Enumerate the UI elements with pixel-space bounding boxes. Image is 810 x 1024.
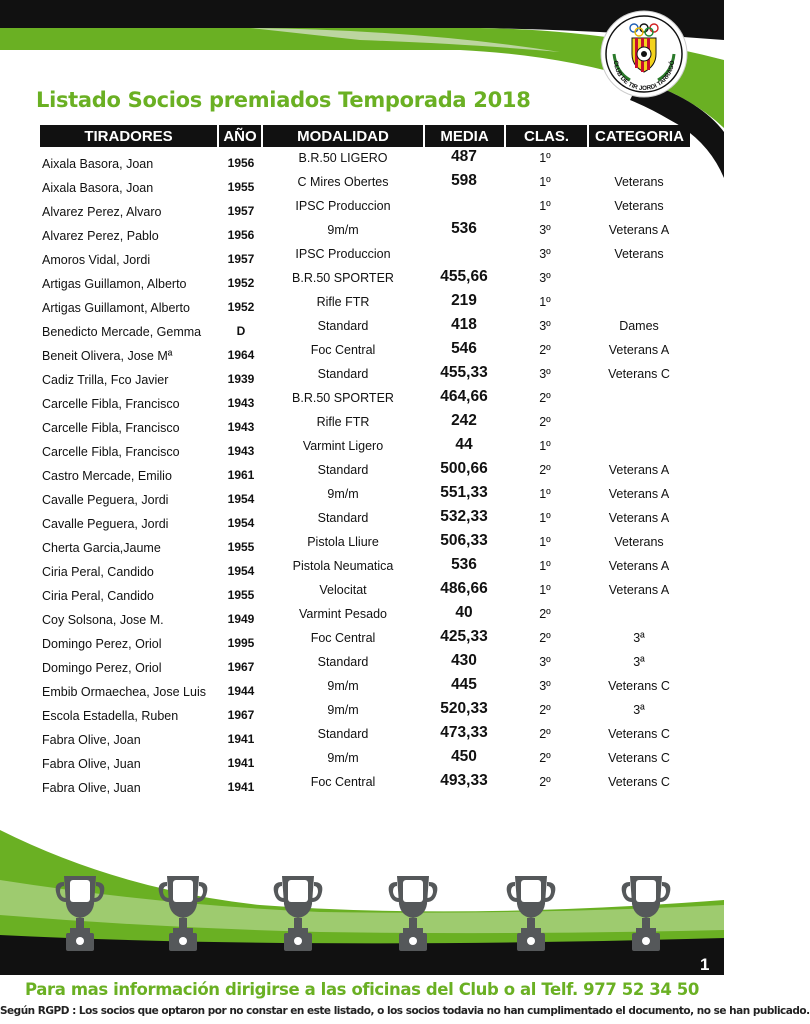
header-clas: CLAS.	[506, 125, 587, 147]
member-year: 1954	[227, 492, 255, 506]
member-modalidad: B.R.50 SPORTER	[292, 391, 394, 405]
member-categoria: Veterans C	[608, 679, 670, 693]
member-modalidad: Standard	[317, 319, 369, 333]
member-modalidad: Standard	[317, 727, 369, 741]
member-categoria: Veterans A	[608, 343, 670, 357]
member-modalidad: Varmint Pesado	[298, 607, 387, 621]
table-row	[0, 580, 724, 607]
member-name: Escola Estadella, Ruben	[42, 709, 179, 723]
member-clas: 1º	[539, 151, 551, 165]
member-modalidad: Pistola Neumatica	[292, 559, 394, 573]
member-name: Fabra Olive, Juan	[42, 757, 141, 771]
member-clas: 1º	[539, 439, 551, 453]
member-clas: 3º	[539, 223, 551, 237]
member-media: 486,66	[440, 580, 488, 597]
member-modalidad: 9m/m	[327, 703, 359, 717]
table-row	[0, 436, 724, 463]
member-clas: 3º	[539, 655, 551, 669]
member-clas: 2º	[539, 775, 551, 789]
member-modalidad: Pistola Lliure	[307, 535, 379, 549]
member-name: Carcelle Fibla, Francisco	[42, 445, 180, 459]
member-name: Domingo Perez, Oriol	[42, 661, 162, 675]
member-categoria: Veterans A	[608, 559, 670, 573]
member-year: 1943	[227, 396, 255, 410]
results-table	[0, 148, 724, 799]
member-year: 1941	[227, 756, 255, 770]
member-media: 219	[451, 292, 477, 309]
trophy-icon	[270, 874, 326, 954]
member-clas: 3º	[539, 271, 551, 285]
table-row	[0, 364, 724, 391]
table-row	[0, 412, 724, 439]
header-media: MEDIA	[425, 125, 504, 147]
member-modalidad: Standard	[317, 367, 369, 381]
member-year: 1957	[227, 252, 255, 266]
member-modalidad: Standard	[317, 655, 369, 669]
member-clas: 2º	[539, 703, 551, 717]
member-name: Beneit Olivera, Jose Mª	[42, 349, 173, 363]
table-row	[0, 199, 724, 223]
member-clas: 2º	[539, 631, 551, 645]
member-modalidad: IPSC Produccion	[295, 247, 391, 261]
table-row	[0, 532, 724, 559]
member-media: 536	[451, 220, 477, 237]
member-clas: 2º	[539, 751, 551, 765]
member-name: Domingo Perez, Oriol	[42, 637, 162, 651]
member-media: 551,33	[440, 484, 488, 501]
member-clas: 2º	[539, 727, 551, 741]
member-media: 455,33	[440, 364, 488, 381]
member-modalidad: Varmint Ligero	[302, 439, 384, 453]
member-name: Aixala Basora, Joan	[42, 157, 154, 171]
member-year: 1955	[227, 540, 255, 554]
member-categoria: Veterans A	[608, 487, 670, 501]
member-year: 1952	[227, 300, 255, 314]
member-modalidad: Foc Central	[310, 775, 376, 789]
member-clas: 3º	[539, 367, 551, 381]
table-row	[0, 628, 724, 655]
table-row	[0, 220, 724, 247]
member-year: 1956	[227, 228, 255, 242]
member-categoria: Veterans	[614, 535, 664, 549]
member-year: 1995	[227, 636, 255, 650]
member-clas: 2º	[539, 391, 551, 405]
member-categoria: Veterans	[614, 175, 664, 189]
member-year: 1944	[227, 684, 255, 698]
member-year: 1967	[227, 708, 255, 722]
member-media: 493,33	[440, 772, 488, 789]
member-categoria: Veterans A	[608, 463, 670, 477]
member-name: Cavalle Peguera, Jordi	[42, 493, 169, 507]
member-categoria: Veterans A	[608, 511, 670, 525]
member-categoria: 3ª	[633, 655, 645, 669]
table-row	[0, 652, 724, 679]
member-modalidad: 9m/m	[327, 487, 359, 501]
member-name: Alvarez Perez, Pablo	[42, 229, 159, 243]
table-row	[0, 148, 724, 175]
table-row	[0, 676, 724, 703]
member-year: 1955	[227, 180, 255, 194]
member-modalidad: Rifle FTR	[316, 415, 370, 429]
table-row	[0, 172, 724, 199]
trophy-icon	[618, 874, 674, 954]
member-clas: 2º	[539, 607, 551, 621]
member-media: 546	[451, 340, 477, 357]
contact-info: Para mas información dirigirse a las oficinas del Club o al Telf. 977 52 34 50	[25, 980, 699, 999]
member-year: 1941	[227, 732, 255, 746]
member-modalidad: B.R.50 SPORTER	[292, 271, 394, 285]
member-clas: 1º	[539, 487, 551, 501]
table-row	[0, 508, 724, 535]
table-row	[0, 484, 724, 511]
table-row	[0, 724, 724, 751]
member-name: Fabra Olive, Juan	[42, 781, 141, 795]
table-row	[0, 340, 724, 367]
trophy-icon	[52, 874, 108, 954]
member-name: Aixala Basora, Joan	[42, 181, 154, 195]
member-clas: 1º	[539, 199, 551, 213]
member-media: 450	[451, 748, 477, 765]
member-name: Alvarez Perez, Alvaro	[42, 205, 162, 219]
member-modalidad: C Mires Obertes	[297, 175, 389, 189]
table-row	[0, 292, 724, 319]
member-clas: 2º	[539, 463, 551, 477]
member-modalidad: 9m/m	[327, 751, 359, 765]
member-media: 520,33	[440, 700, 488, 717]
member-categoria: Veterans C	[608, 775, 670, 789]
member-categoria: Veterans A	[608, 223, 670, 237]
trophy-icon	[503, 874, 559, 954]
table-row	[0, 556, 724, 583]
member-clas: 1º	[539, 535, 551, 549]
trophy-icon	[155, 874, 211, 954]
member-name: Ciria Peral, Candido	[42, 589, 154, 603]
page-number: 1	[700, 955, 710, 974]
member-categoria: Dames	[619, 319, 659, 333]
member-name: Cadiz Trilla, Fco Javier	[42, 373, 169, 387]
member-name: Carcelle Fibla, Francisco	[42, 397, 180, 411]
table-row	[0, 388, 724, 415]
member-year: 1955	[227, 588, 255, 602]
member-media: 455,66	[440, 268, 488, 285]
member-name: Embib Ormaechea, Jose Luis	[42, 685, 206, 699]
member-media: 598	[451, 172, 477, 189]
member-clas: 2º	[539, 343, 551, 357]
page-title: Listado Socios premiados Temporada 2018	[36, 88, 531, 112]
member-name: Castro Mercade, Emilio	[42, 469, 172, 483]
table-row	[0, 700, 724, 727]
member-modalidad: B.R.50 LIGERO	[298, 151, 388, 165]
member-name: Ciria Peral, Candido	[42, 565, 154, 579]
member-categoria: 3ª	[633, 703, 645, 717]
member-clas: 2º	[539, 415, 551, 429]
member-categoria: Veterans	[614, 199, 664, 213]
member-media: 487	[451, 148, 477, 165]
member-modalidad: Rifle FTR	[316, 295, 370, 309]
table-row	[0, 604, 724, 631]
member-categoria: Veterans C	[608, 727, 670, 741]
member-media: 418	[451, 316, 477, 333]
member-clas: 3º	[539, 247, 551, 261]
header-ano: AÑO	[219, 125, 261, 147]
member-categoria: Veterans A	[608, 583, 670, 597]
privacy-note: Según RGPD : Los socios que optaron por no constar en este listado, o los socios todavia no han cumplimentado el documento, no se han publicado.	[0, 1005, 810, 1017]
member-name: Carcelle Fibla, Francisco	[42, 421, 180, 435]
member-categoria: Veterans	[614, 247, 664, 261]
member-modalidad: Foc Central	[310, 343, 376, 357]
member-media: 464,66	[440, 388, 488, 405]
member-year: D	[236, 324, 246, 338]
table-row	[0, 748, 724, 775]
member-year: 1939	[227, 372, 255, 386]
member-media: 473,33	[440, 724, 488, 741]
member-year: 1967	[227, 660, 255, 674]
member-year: 1964	[227, 348, 255, 362]
table-row	[0, 316, 724, 343]
member-media: 430	[451, 652, 477, 669]
member-media: 532,33	[440, 508, 488, 525]
member-year: 1941	[227, 780, 255, 794]
member-clas: 1º	[539, 511, 551, 525]
member-name: Artigas Guillamon, Alberto	[42, 277, 187, 291]
header-tiradores: TIRADORES	[40, 125, 217, 147]
member-name: Amoros Vidal, Jordi	[42, 253, 151, 267]
member-year: 1961	[227, 468, 255, 482]
member-clas: 1º	[539, 295, 551, 309]
member-categoria: 3ª	[633, 631, 645, 645]
member-categoria: Veterans C	[608, 751, 670, 765]
member-year: 1943	[227, 444, 255, 458]
table-row	[0, 268, 724, 295]
member-name: Artigas Guillamont, Alberto	[42, 301, 190, 315]
trophy-icon	[385, 874, 441, 954]
member-media: 425,33	[440, 628, 488, 645]
member-clas: 1º	[539, 559, 551, 573]
member-clas: 3º	[539, 319, 551, 333]
member-name: Coy Solsona, Jose M.	[42, 613, 164, 627]
member-clas: 1º	[539, 175, 551, 189]
member-media: 506,33	[440, 532, 488, 549]
member-categoria: Veterans C	[608, 367, 670, 381]
member-year: 1957	[227, 204, 255, 218]
club-logo	[600, 10, 688, 98]
member-modalidad: Velocitat	[319, 583, 367, 597]
header-modalidad: MODALIDAD	[263, 125, 423, 147]
member-modalidad: 9m/m	[327, 223, 359, 237]
member-modalidad: Standard	[317, 511, 369, 525]
member-media: 44	[455, 436, 473, 453]
member-year: 1952	[227, 276, 255, 290]
member-modalidad: Foc Central	[310, 631, 376, 645]
member-modalidad: Standard	[317, 463, 369, 477]
logo-text: CLUB DE TIR JORDI TARRAGÓ	[611, 60, 677, 93]
member-name: Cavalle Peguera, Jordi	[42, 517, 169, 531]
member-media: 500,66	[440, 460, 488, 477]
member-media: 242	[451, 412, 477, 429]
member-year: 1954	[227, 564, 255, 578]
member-media: 536	[451, 556, 477, 573]
member-modalidad: IPSC Produccion	[295, 199, 391, 213]
member-year: 1949	[227, 612, 255, 626]
header-categoria: CATEGORIA	[589, 125, 690, 147]
member-name: Cherta Garcia,Jaume	[42, 541, 161, 555]
table-row	[0, 247, 724, 271]
member-media: 40	[455, 604, 473, 621]
table-row	[0, 460, 724, 487]
member-year: 1956	[227, 156, 255, 170]
member-media: 445	[451, 676, 477, 693]
member-name: Fabra Olive, Joan	[42, 733, 141, 747]
member-modalidad: 9m/m	[327, 679, 359, 693]
table-row	[0, 772, 724, 799]
member-clas: 1º	[539, 583, 551, 597]
member-year: 1954	[227, 516, 255, 530]
member-clas: 3º	[539, 679, 551, 693]
member-name: Benedicto Mercade, Gemma	[42, 325, 202, 339]
member-year: 1943	[227, 420, 255, 434]
